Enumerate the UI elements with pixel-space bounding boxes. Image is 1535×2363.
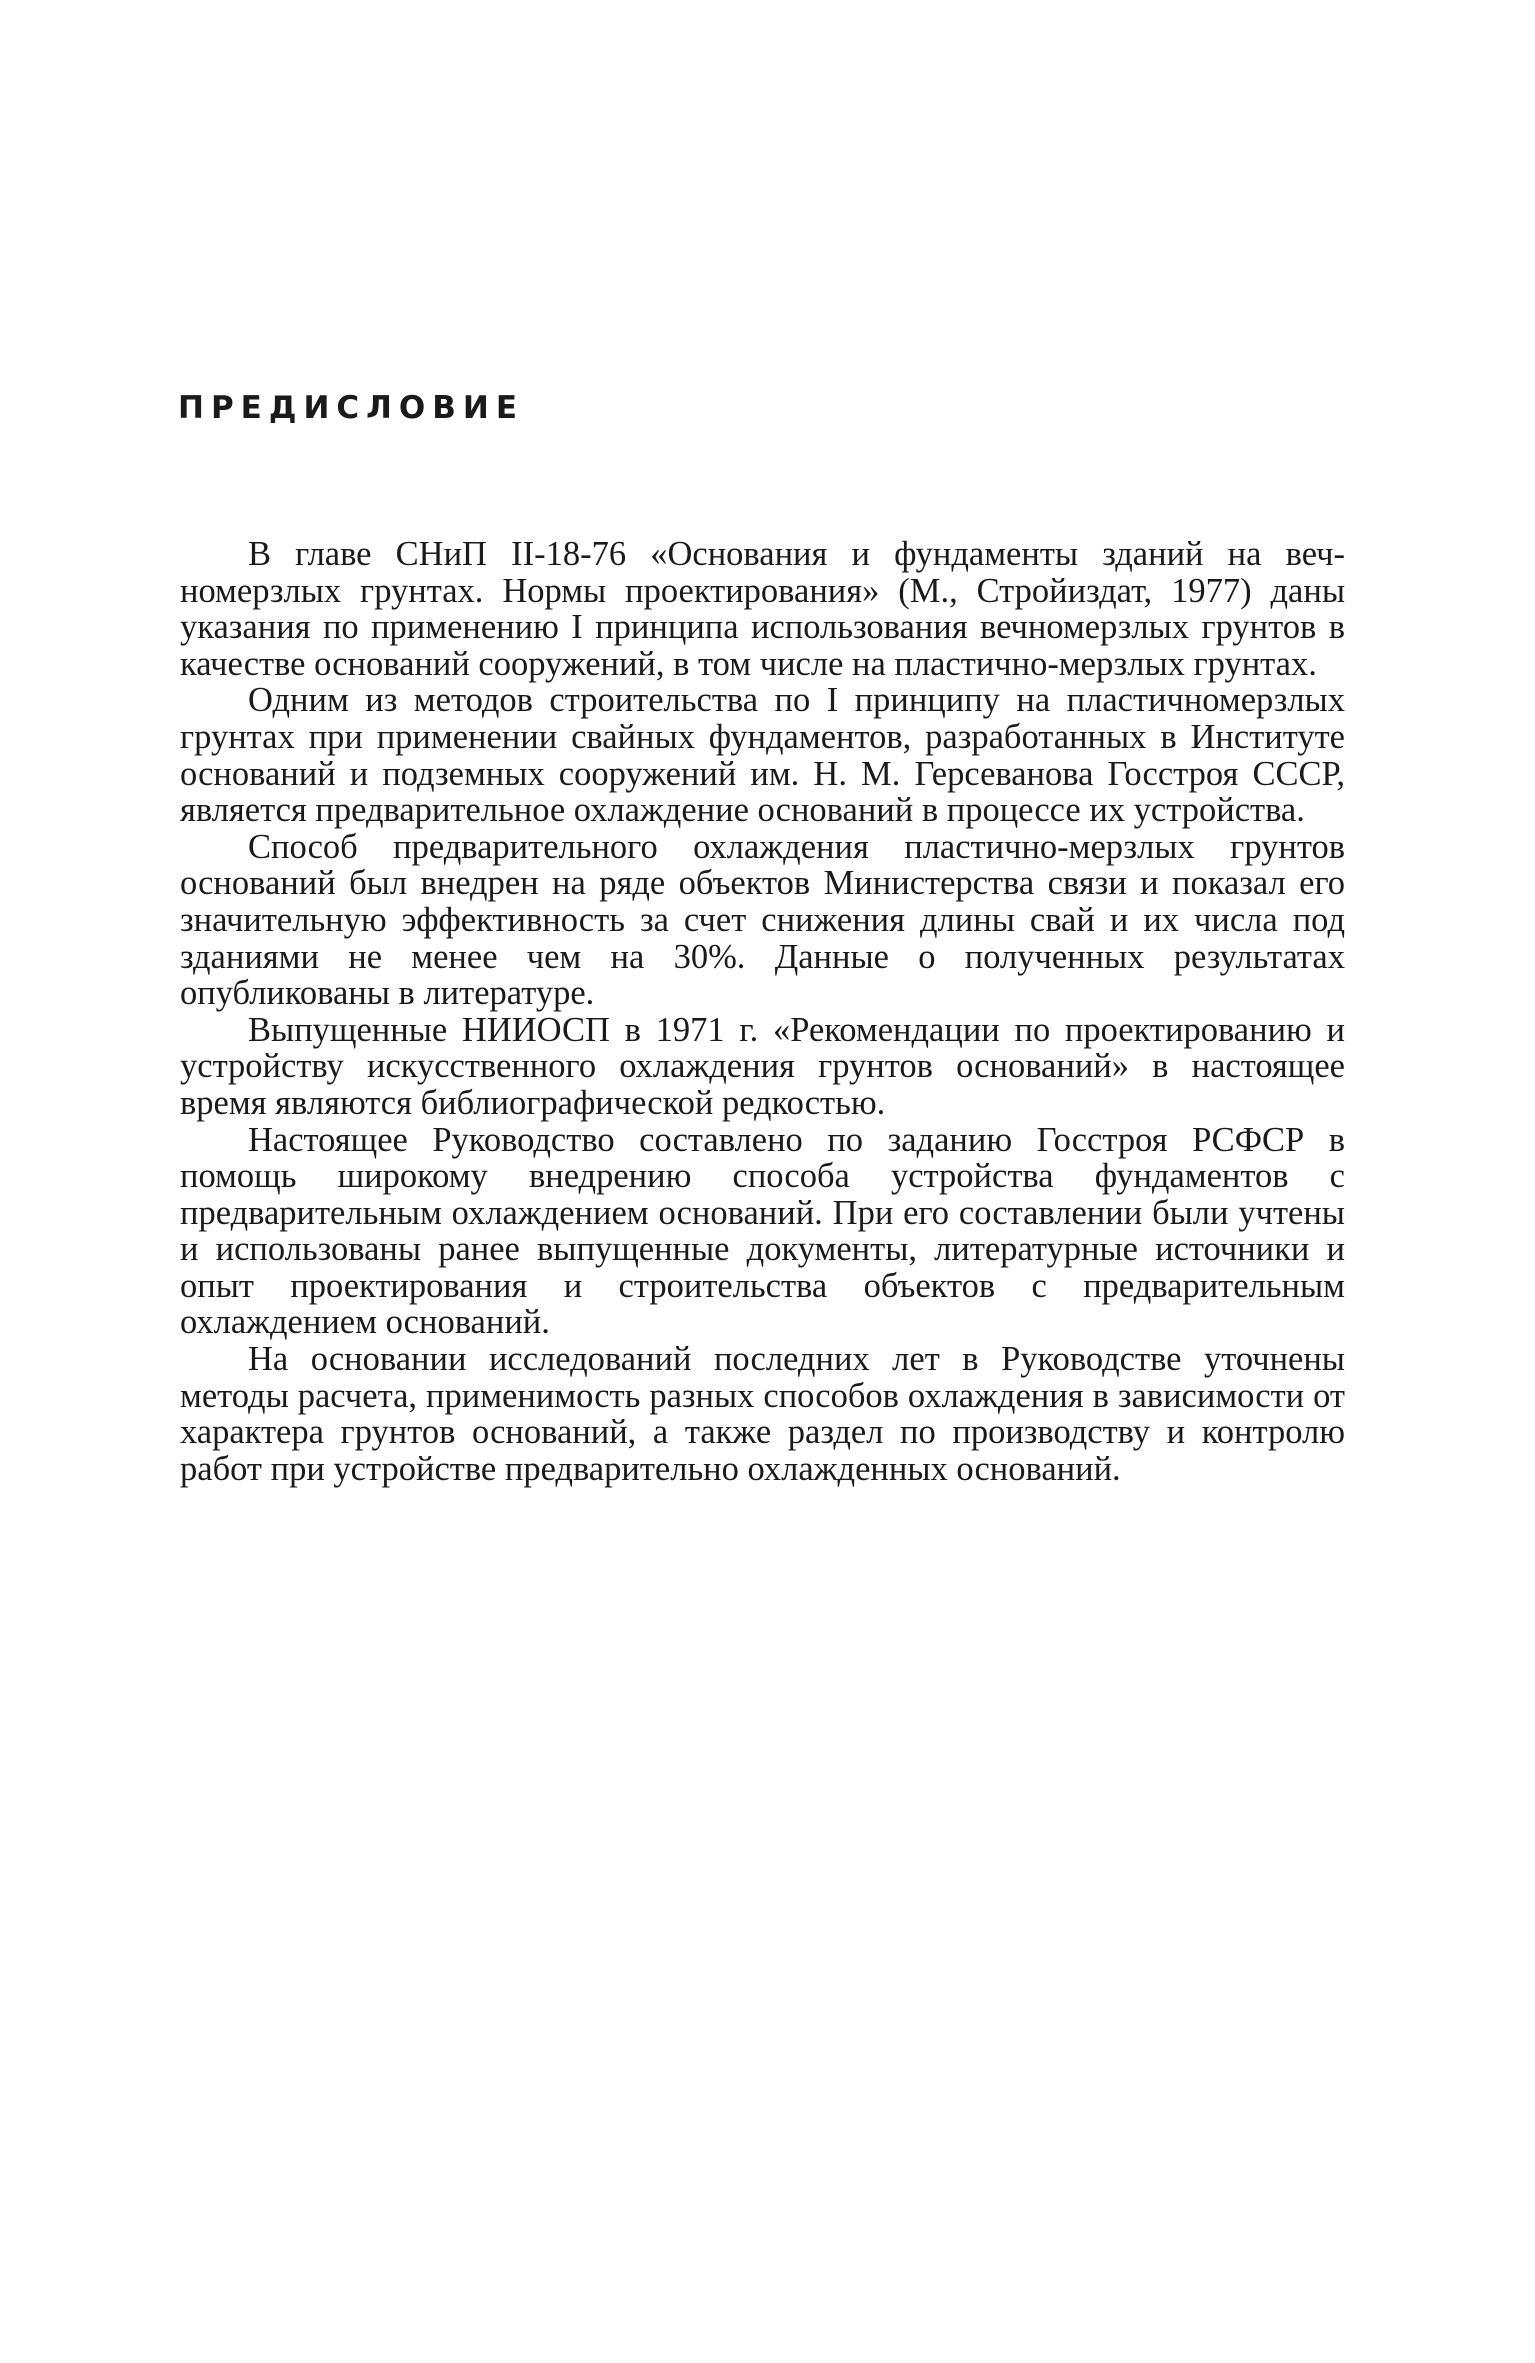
paragraph: На основании исследований последних лет в Руководстве уточнены методы расчета, применимость разных способов охлаждения в зависимости от характера грунтов оснований, а также раздел по производству и контролю работ при устройстве предварительно охлажденных оснований. xyxy=(180,1340,1345,1488)
paragraph: Одним из методов строительства по I принципу на пластичномерзлых грунтах при применении свайных фундаментов, разработанных в Институте оснований и подземных сооружений им. Н. М. Герсеванова Госстроя СССР, является предварительное охлаждение оснований в процессе их устройства. xyxy=(180,681,1345,830)
paragraph: Способ предварительного охлаждения пластично-мерзлых грунтов оснований был внедрен на ряде объектов Министерства связи и показал его значительную эффективность за счет снижения длины свай и их числа под зданиями не менее чем на 30%. Данные о полученных результатах опубликованы в литературе. xyxy=(180,827,1345,1013)
paragraph: В главе СНиП II-18-76 «Основания и фундаменты зданий на вечномерзлых грунтах. Нормы проектирования» (М., Стройиздат, 1977) даны указания по применению I принципа использования вечномерзлых грунтов в качестве оснований сооружений, в том числе на пластично-мерзлых грунтах. xyxy=(180,535,1345,683)
paragraph: Выпущенные НИИОСП в 1971 г. «Рекомендации по проектированию и устройству искусственного охлаждения грунтов оснований» в настоящее время являются библиографической редкостью. xyxy=(180,1010,1345,1122)
body-text xyxy=(180,536,1345,1487)
page-title: ПРЕДИСЛОВИЕ xyxy=(178,390,524,426)
paragraph: Настоящее Руководство составлено по заданию Госстроя РСФСР в помощь широкому внедрению способа устройства фундаментов с предварительным охлаждением оснований. При его составлении были учтены и использованы ранее выпущенные документы, литературные источники и опыт проектирования и строительства объектов с предварительным охлаждением оснований. xyxy=(180,1120,1345,1342)
